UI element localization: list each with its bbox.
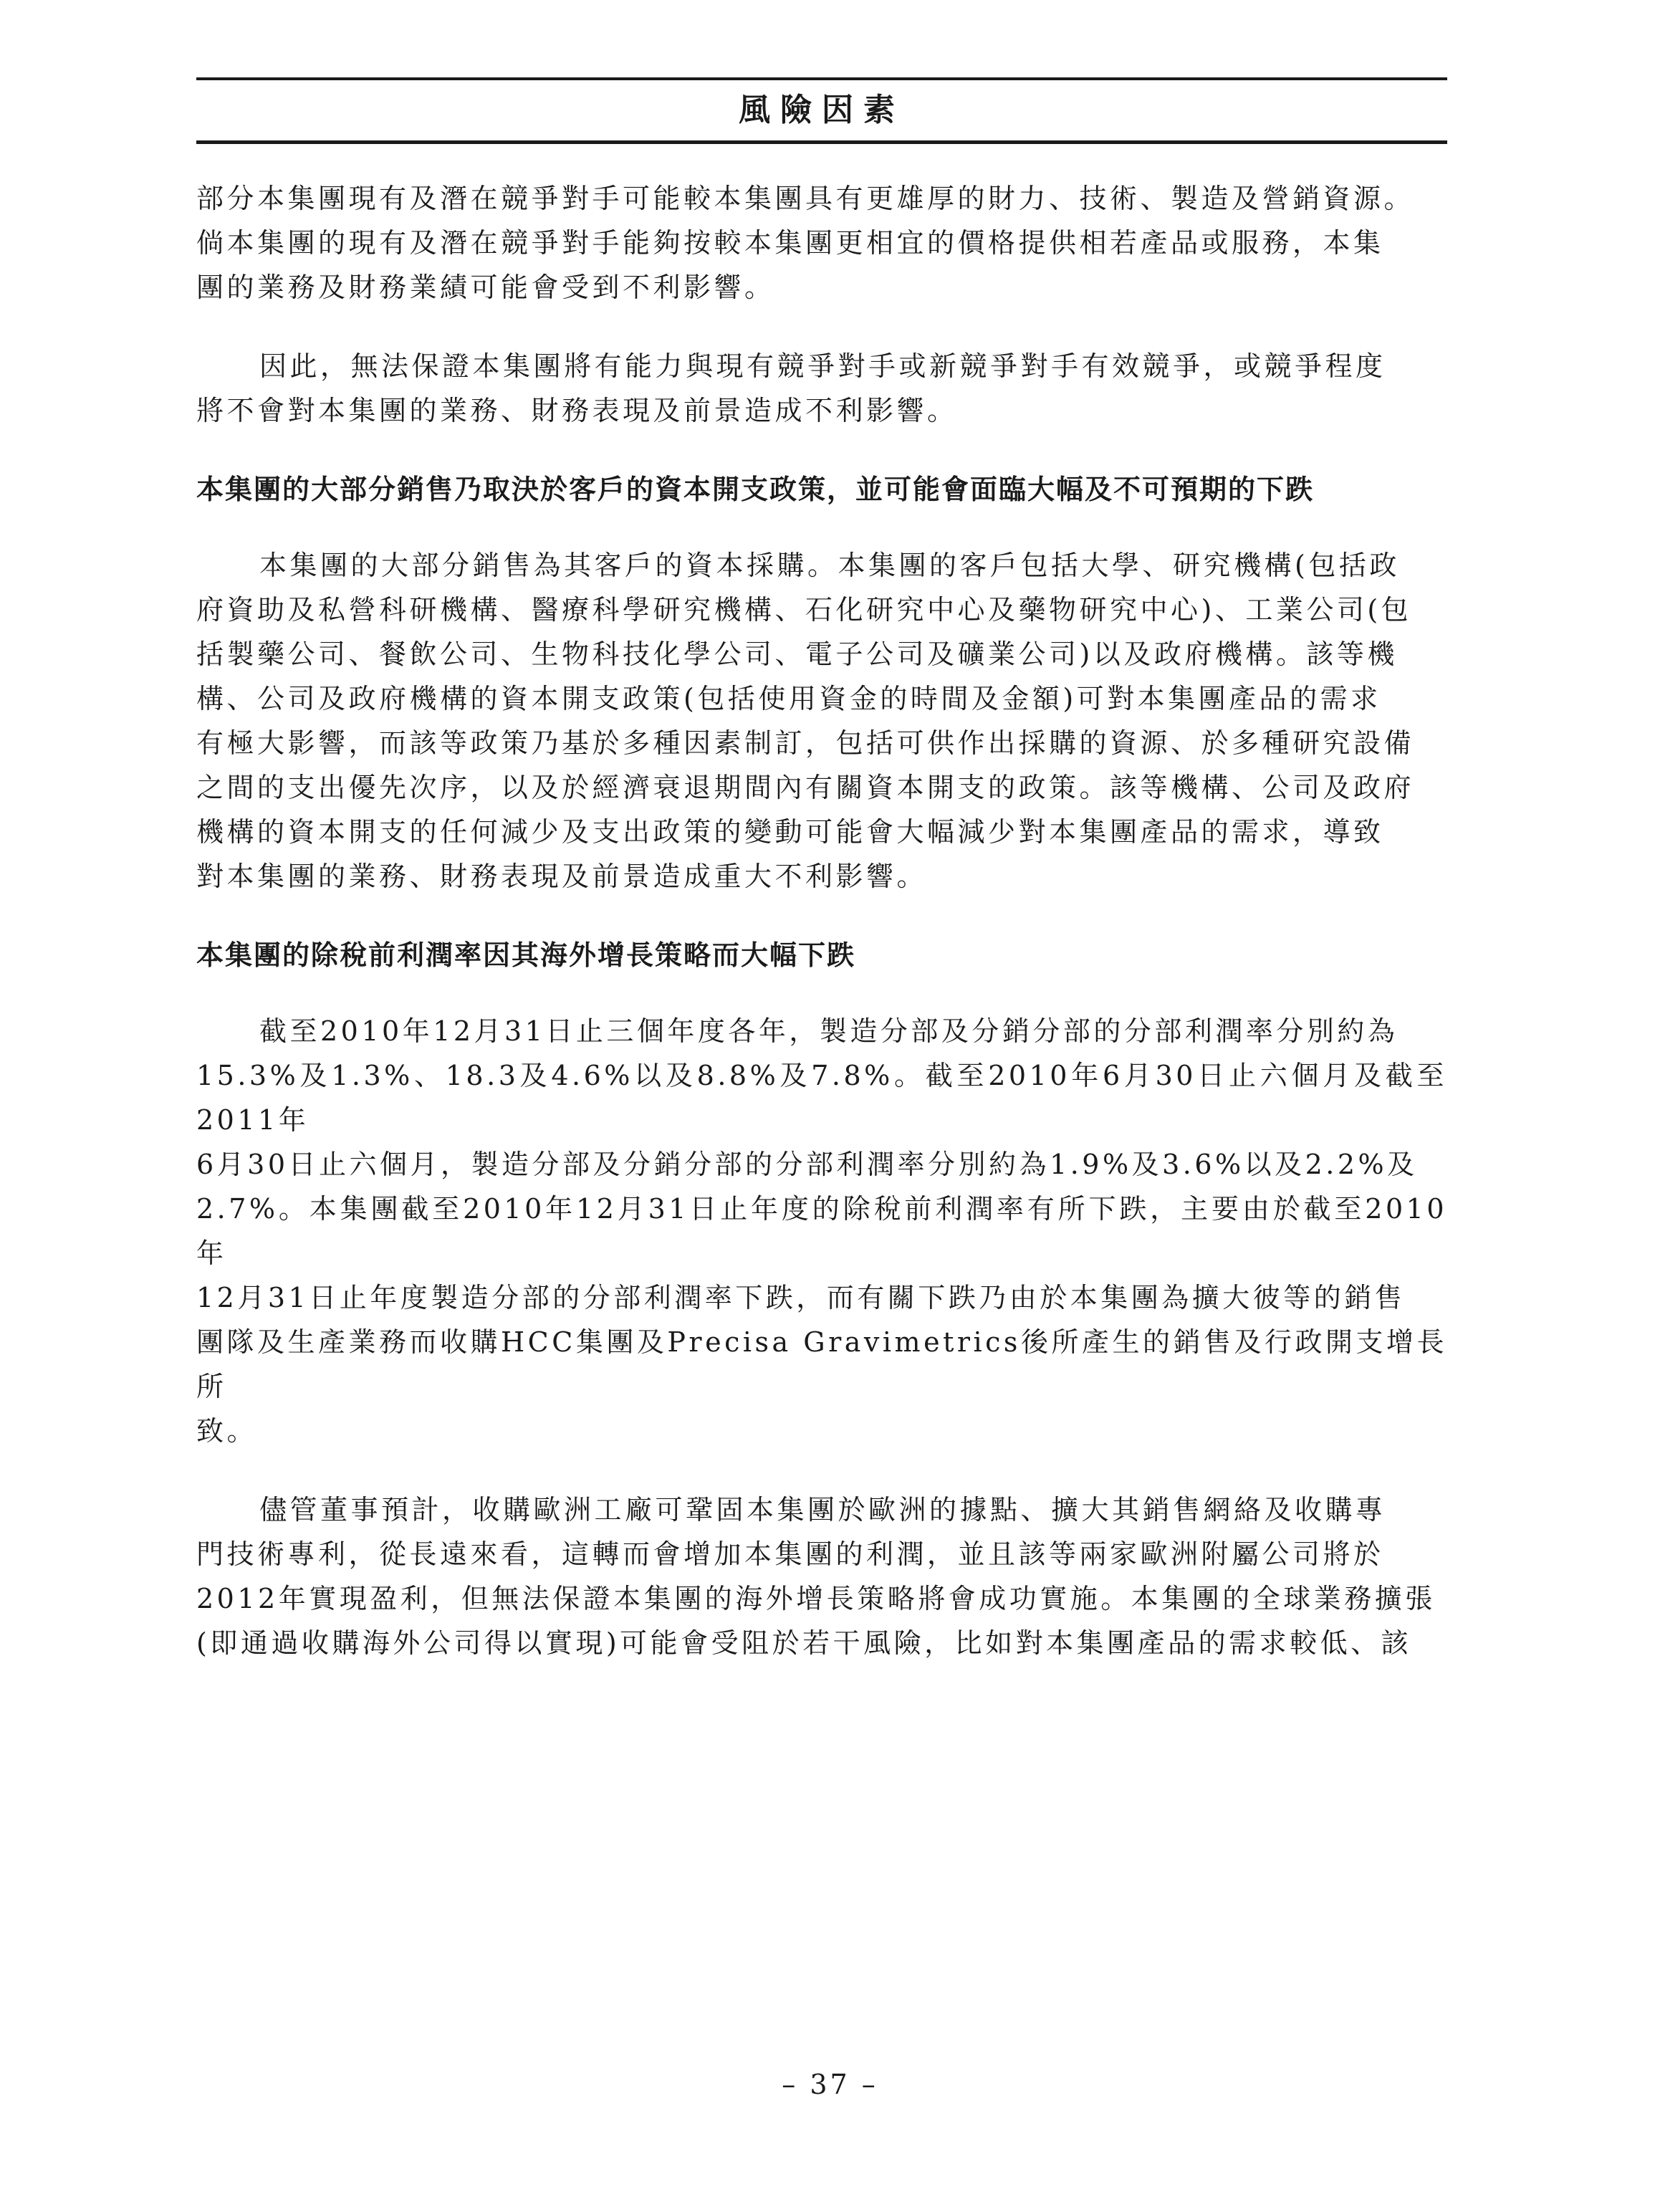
header-bottom-rule [196,140,1447,144]
paragraph-competition-no-guarantee: 因此，無法保證本集團將有能力與現有競爭對手或新競爭對手有效競爭，或競爭程度 將不會對本集團的業務、財務表現及前景造成不利影響。 [196,350,1386,426]
document-body [196,176,1447,1700]
section-heading-profit-margin: 本集團的除稅前利潤率因其海外增長策略而大幅下跌 [196,939,856,971]
page-title: 風險因素 [739,92,905,128]
paragraph-customer-capital-purchases: 本集團的大部分銷售為其客戶的資本採購。本集團的客戶包括大學、研究機構(包括政 府資助及私營科研機構、醫療科學研究機構、石化研究中心及藥物研究中心)、工業公司(包 括製藥公司、餐飲公司、生物科技化學公司、電子公司及礦業公司)以及政府機構。該等機 構、公司及政府機構的資本開支政策(包括使用資金的時間及金額)可對本集團產品的需求 有極大影響，而該等政策乃基於多種因素制訂，包括可供作出採購的資源、於多種研究設備 之間的支出優先次序，以及於經濟衰退期間內有關資本開支的政策。該等機構、公司及政府 機構的資本開支的任何減少及支出政策的變動可能會大幅減少對本集團產品的需求，導致 對本集團的業務、財務表現及前景造成重大不利影響。 [196,550,1415,892]
paragraph-overseas-expansion: 儘管董事預計，收購歐洲工廠可鞏固本集團於歐洲的據點、擴大其銷售網絡及收購專 門技術專利，從長遠來看，這轉而會增加本集團的利潤，並且該等兩家歐洲附屬公司將於 2012年實現盈利，但無法保證本集團的海外增長策略將會成功實施。本集團的全球業務擴張 (即通過收購海外公司得以實現)可能會受阻於若干風險，比如對本集團產品的需求較低、該 [196,1494,1436,1659]
header-top-rule [196,77,1447,80]
page-number: – 37 – [782,2069,878,2100]
paragraph-competitor-resources: 部分本集團現有及潛在競爭對手可能較本集團具有更雄厚的財力、技術、製造及營銷資源。 倘本集團的現有及潛在競爭對手能夠按較本集團更相宜的價格提供相若產品或服務，本集 團的業務及財務業績可能會受到不利影響。 [196,183,1415,303]
paragraph-segment-margins: 截至2010年12月31日止三個年度各年，製造分部及分銷分部的分部利潤率分別約為 15.3%及1.3%、18.3及4.6%以及8.8%及7.8%。截至2010年6月30日止六個月及截至2011年 6月30日止六個月，製造分部及分銷分部的分部利潤率分別約為1.9%及3.6%以及2.2%及 2.7%。本集團截至2010年12月31日止年度的除稅前利潤率有所下跌，主要由於截至2010年 12月31日止年度製造分部的分部利潤率下跌，而有關下跌乃由於本集團為擴大彼等的銷售 團隊及生產業務而收購HCC集團及Precisa Gravimetrics後所產生的銷售及行政開支增長所 致。 [196,1015,1447,1447]
page-header [196,77,1447,143]
section-heading-capital-expenditure: 本集團的大部分銷售乃取決於客戶的資本開支政策，並可能會面臨大幅及不可預期的下跌 [196,473,1315,505]
